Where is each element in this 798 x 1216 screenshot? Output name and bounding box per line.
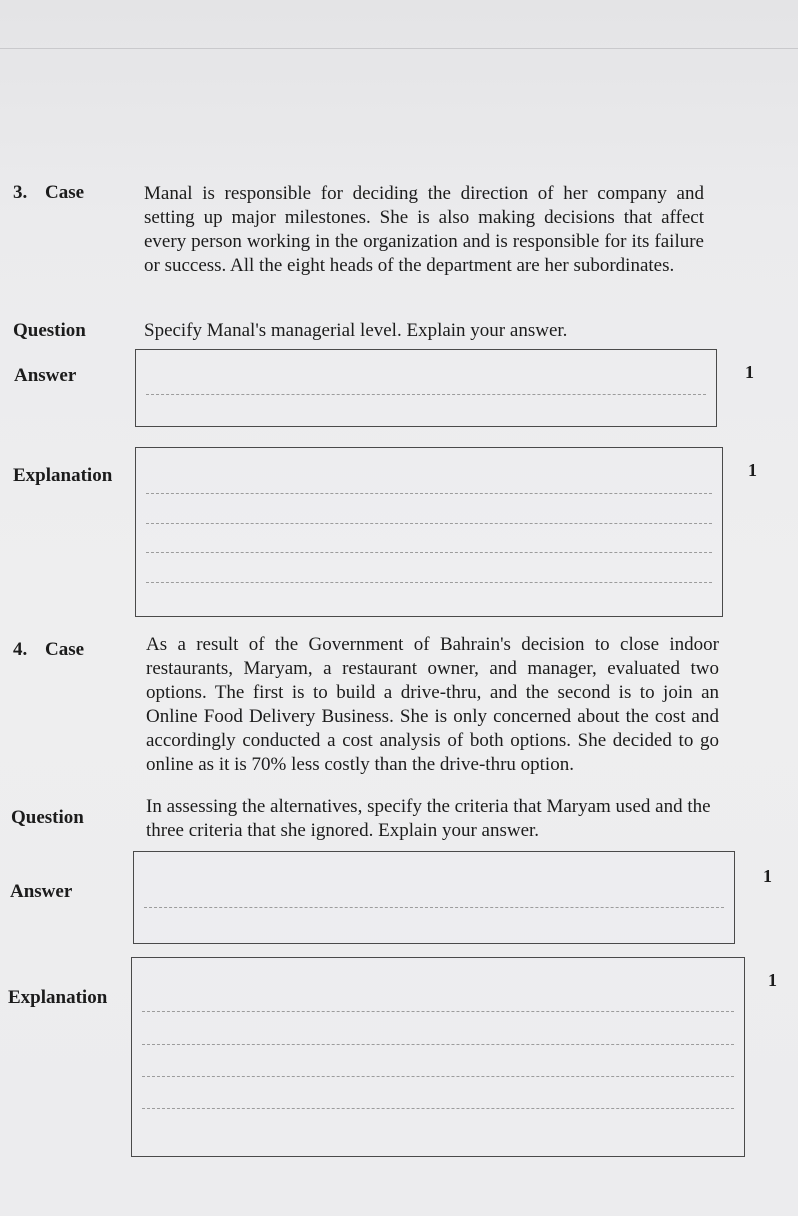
q4-question-label: Question [11,807,84,828]
answer-line [146,493,712,494]
q3-question-label: Question [13,320,86,341]
answer-line [146,523,712,524]
q4-answer-box[interactable] [133,851,735,944]
top-divider [0,48,798,49]
q3-explanation-label: Explanation [13,465,113,486]
answer-line [144,907,724,908]
answer-line [146,552,712,553]
q4-answer-label: Answer [10,881,73,902]
q3-case-heading: Case [45,182,85,203]
q3-explanation-box[interactable] [135,447,723,617]
answer-line [142,1076,734,1077]
q4-explanation-mark: 1 [768,970,777,990]
answer-line [146,394,706,395]
q4-explanation-label: Explanation [8,987,108,1008]
answer-line [142,1011,734,1012]
q3-explanation-mark: 1 [748,460,757,480]
q4-question-text: In assessing the alternatives, specify the criteria that Maryam used and the three criteria that she ignored. Explain your answer. [146,796,711,841]
q3-answer-box[interactable] [135,349,717,427]
answer-line [142,1108,734,1109]
q3-answer-label: Answer [14,365,77,386]
answer-line [142,1044,734,1045]
answer-line [146,582,712,583]
q3-number: 3. [13,182,28,203]
q4-case-text: As a result of the Government of Bahrain's decision to close indoor restaurants, Maryam, a restaurant owner, and manager, evaluated two options. The first is to build a drive-thru, and the second is to join an Online Food Delivery Business. She is only concerned about the cost and accordingly conducted a cost analysis of both options. She decided to go online as it is 70% less costly than the drive-thru option. [146,634,719,775]
q4-answer-mark: 1 [763,866,772,886]
q3-case-text: Manal is responsible for deciding the direction of her company and setting up major milestones. She is also making decisions that affect every person working in the organization and is responsible for its failure or success. All the eight heads of the department are her subordinates. [144,183,704,276]
q4-number: 4. [13,639,28,660]
q3-question-text: Specify Manal's managerial level. Explain your answer. [144,320,568,341]
q3-answer-mark: 1 [745,362,754,382]
q4-explanation-box[interactable] [131,957,745,1157]
q4-case-heading: Case [45,639,85,660]
